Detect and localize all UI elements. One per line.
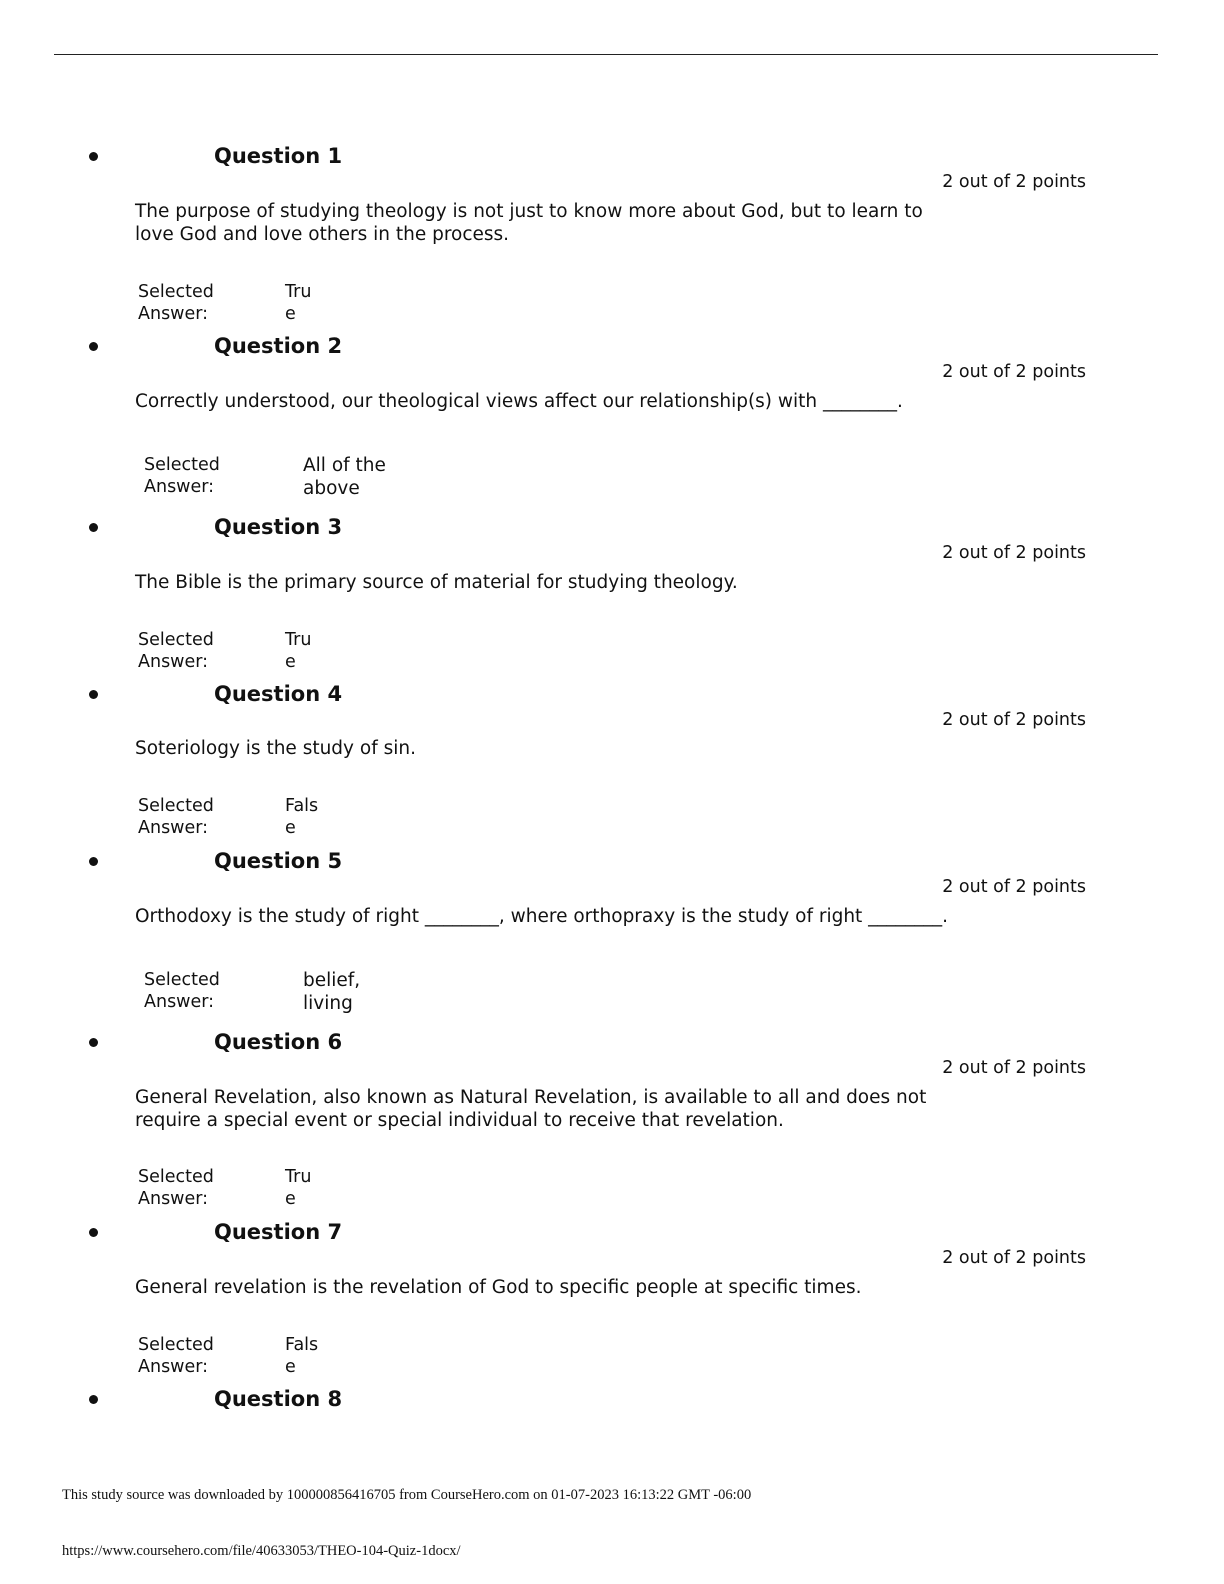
download-note: This study source was downloaded by 100000856416705 from CourseHero.com on 01-07-2023 16:13:22 GMT -06:00 [62, 1487, 752, 1503]
question-title: Question 2 [214, 334, 343, 358]
bullet-icon [89, 523, 98, 532]
question-title: Question 8 [214, 1387, 343, 1411]
question-text: Orthodoxy is the study of right ________, where orthopraxy is the study of right ________. [135, 906, 949, 927]
question-title: Question 4 [214, 682, 343, 706]
question-title: Question 7 [214, 1220, 343, 1244]
selected-answer-value: Fals e [285, 1335, 319, 1377]
question-text: Soteriology is the study of sin. [135, 738, 416, 759]
selected-answer-label: Selected Answer: [138, 1335, 214, 1377]
points-score: 2 out of 2 points [942, 1248, 1086, 1268]
selected-answer-value: Tru e [285, 282, 312, 324]
question-text: The purpose of studying theology is not just to know more about God, but to learn to love God and love others in the process. [135, 201, 923, 245]
points-score: 2 out of 2 points [942, 172, 1086, 192]
points-score: 2 out of 2 points [942, 1058, 1086, 1078]
points-score: 2 out of 2 points [942, 362, 1086, 382]
question-text: General revelation is the revelation of God to specific people at specific times. [135, 1277, 862, 1298]
bullet-icon [89, 857, 98, 866]
question-text: Correctly understood, our theological views affect our relationship(s) with ________. [135, 391, 903, 412]
selected-answer-value: Tru e [285, 1167, 312, 1209]
question-title: Question 3 [214, 515, 343, 539]
bullet-icon [89, 1395, 98, 1404]
top-rule [54, 54, 1158, 55]
selected-answer-label: Selected Answer: [138, 796, 214, 838]
selected-answer-value: Fals e [285, 796, 319, 838]
selected-answer-label: Selected Answer: [144, 970, 220, 1012]
selected-answer-value: belief, living [303, 970, 361, 1014]
question-text: The Bible is the primary source of material for studying theology. [135, 572, 738, 593]
points-score: 2 out of 2 points [942, 877, 1086, 897]
bullet-icon [89, 342, 98, 351]
source-url[interactable]: https://www.coursehero.com/file/40633053/THEO-104-Quiz-1docx/ [62, 1543, 461, 1559]
points-score: 2 out of 2 points [942, 710, 1086, 730]
bullet-icon [89, 690, 98, 699]
bullet-icon [89, 1228, 98, 1237]
selected-answer-value: All of the above [303, 455, 386, 499]
selected-answer-label: Selected Answer: [138, 630, 214, 672]
question-text: General Revelation, also known as Natural Revelation, is available to all and does not require a special event or special individual to receive that revelation. [135, 1087, 927, 1131]
points-score: 2 out of 2 points [942, 543, 1086, 563]
bullet-icon [89, 1038, 98, 1047]
selected-answer-value: Tru e [285, 630, 312, 672]
selected-answer-label: Selected Answer: [138, 282, 214, 324]
question-title: Question 1 [214, 144, 343, 168]
bullet-icon [89, 152, 98, 161]
question-title: Question 6 [214, 1030, 343, 1054]
question-title: Question 5 [214, 849, 343, 873]
selected-answer-label: Selected Answer: [144, 455, 220, 497]
selected-answer-label: Selected Answer: [138, 1167, 214, 1209]
